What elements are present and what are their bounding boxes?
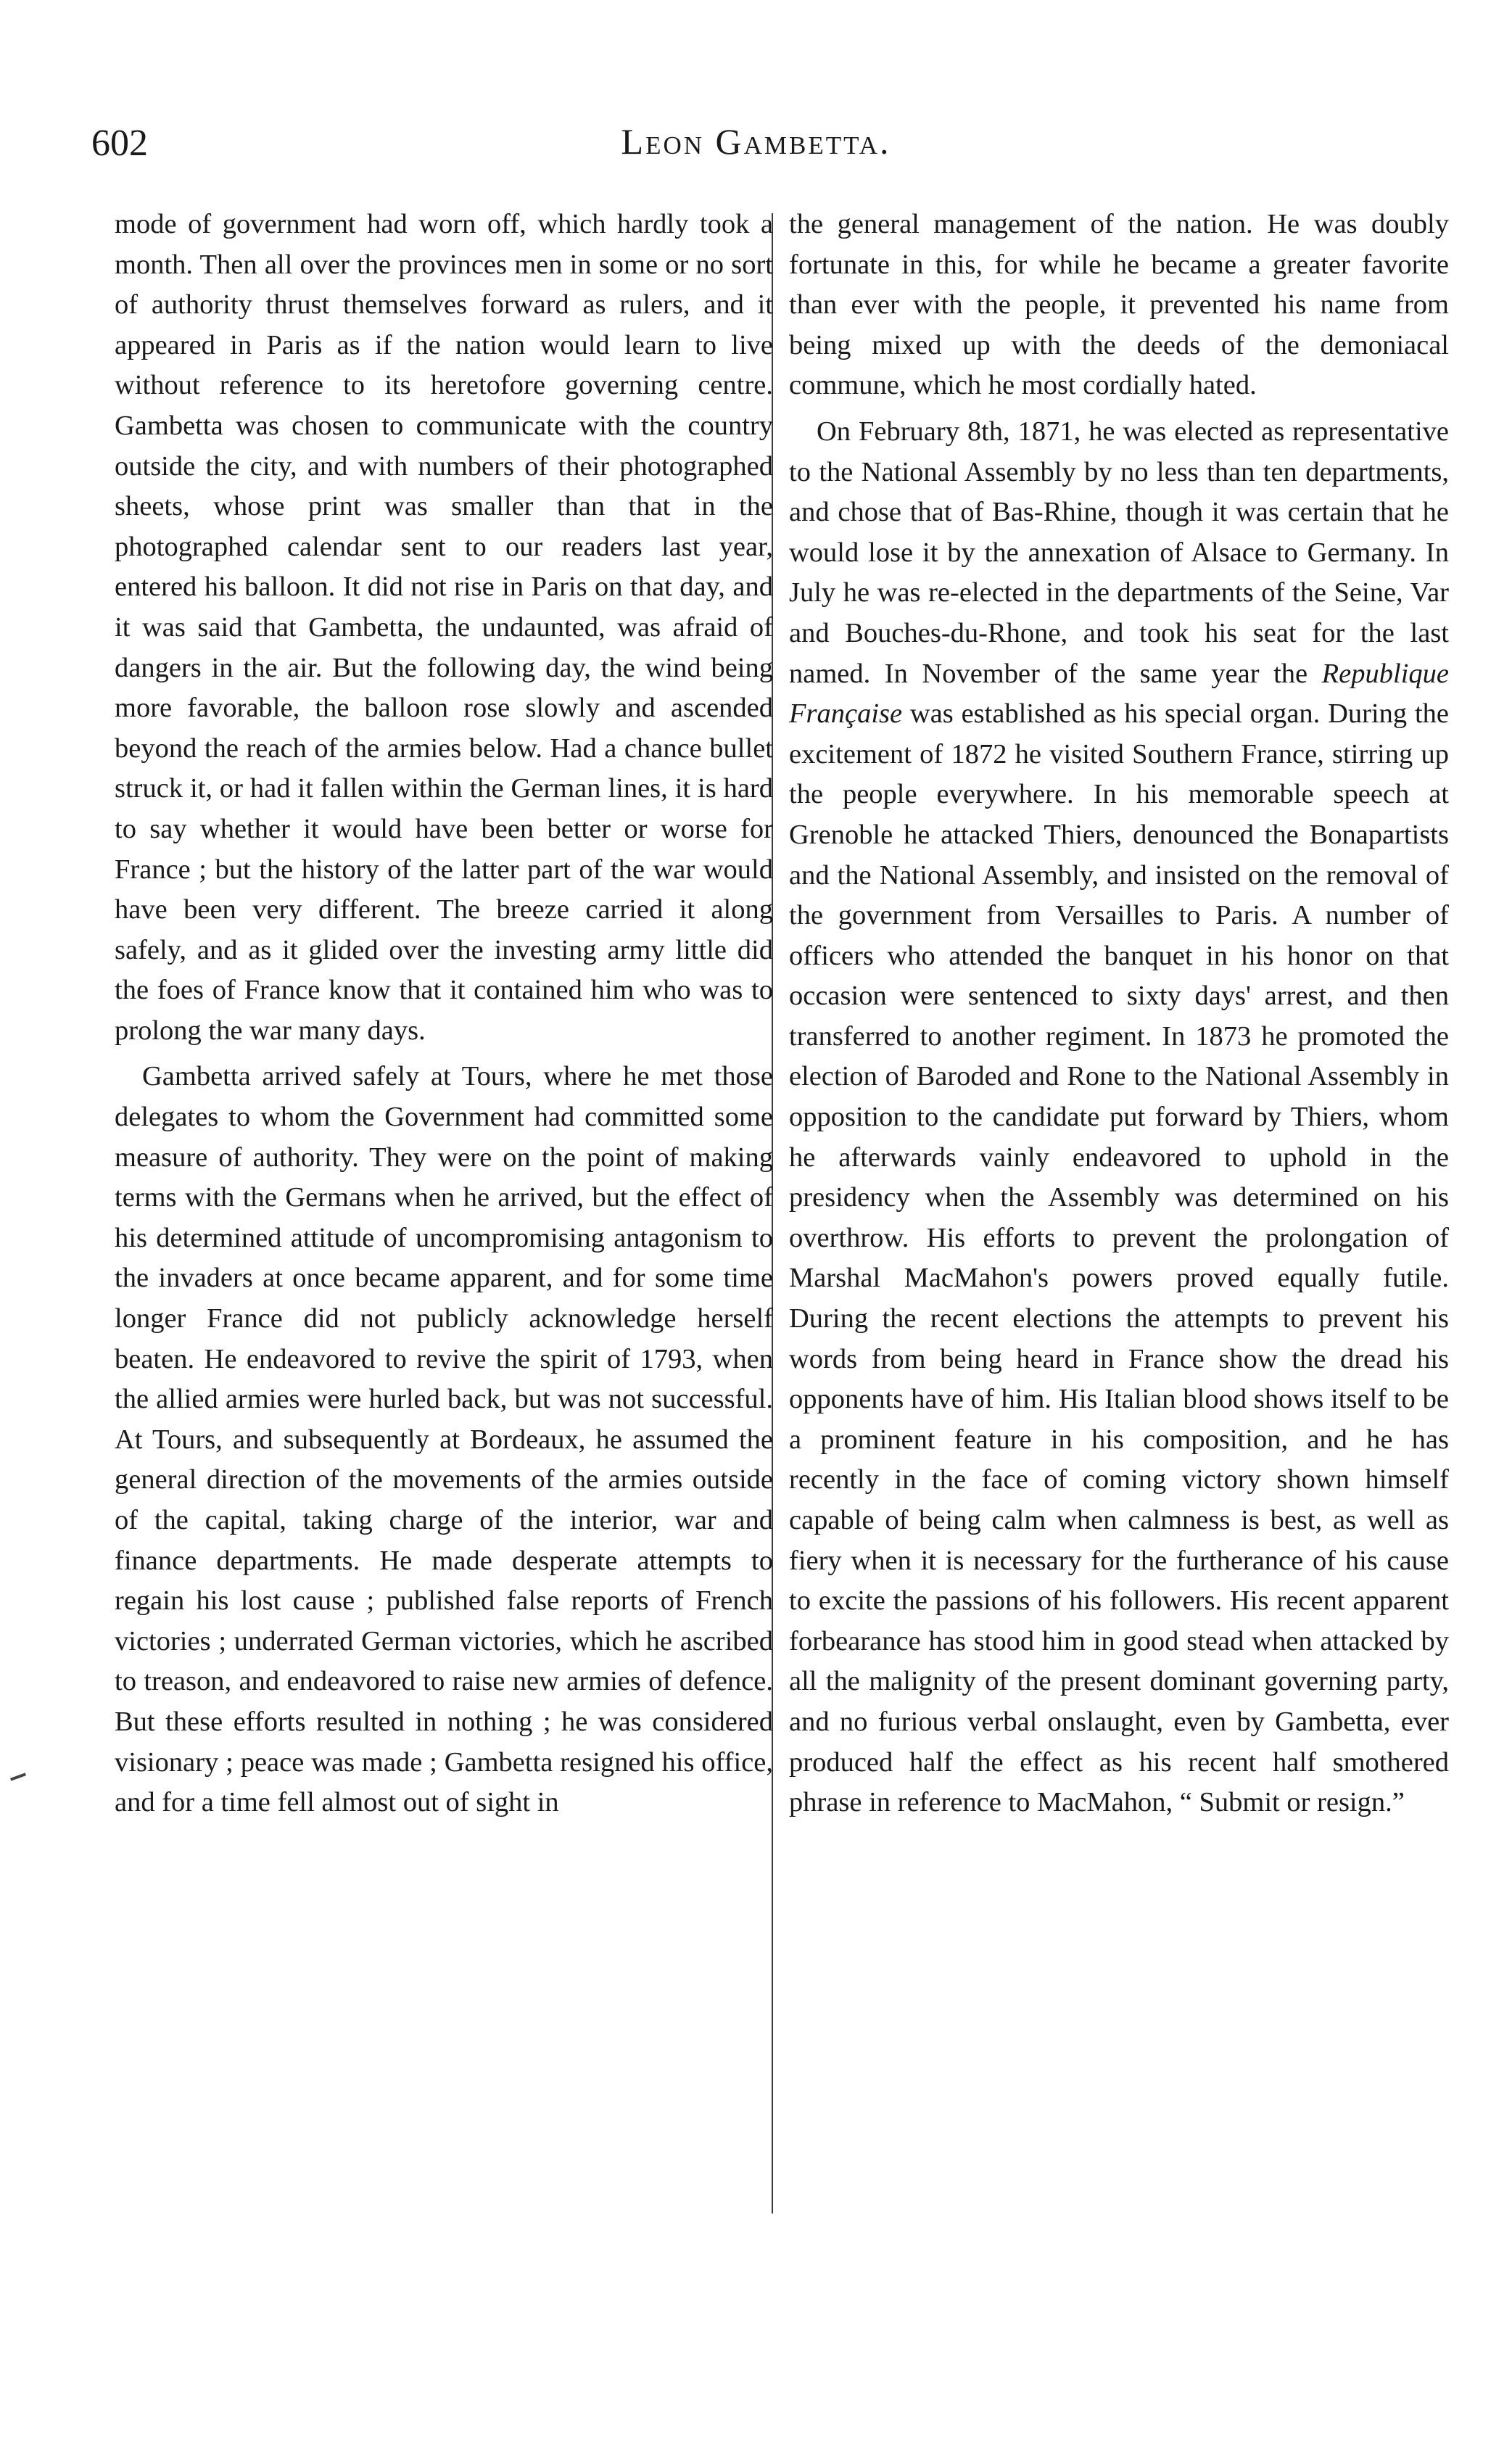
right-column — [789, 205, 1449, 1823]
margin-mark — [10, 1773, 26, 1780]
paragraph: mode of government had worn off, which hardly took a month. Then all over the provinces men in some or no sort of authority thrust themselves forward as rulers, and it appeared in Paris as if the nation would learn to live without reference to its heretofore governing centre. Gambetta was chosen to communicate with the country outside the city, and with numbers of their photographed sheets, whose print was smaller than that in the photographed calendar sent to our readers last year, entered his balloon. It did not rise in Paris on that day, and it was said that Gambetta, the undaunted, was afraid of dangers in the air. But the following day, the wind being more favorable, the balloon rose slowly and ascended beyond the reach of the armies below. Had a chance bullet struck it, or had it fallen within the German lines, it is hard to say whether it would have been better or worse for France ; but the history of the latter part of the war would have been very different. The breeze carried it along safely, and as it glided over the investing army little did the foes of France know that it contained him who was to prolong the war many days. — [115, 209, 773, 1046]
left-column — [115, 205, 773, 1823]
running-title: Leon Gambetta. — [621, 121, 891, 162]
page-number: 602 — [91, 123, 148, 164]
paragraph-text: was established as his special organ. During the excitement of 1872 he visited Southern France, stirring up the people everywhere. In his memorable speech at Grenoble he attacked Thiers, denounced the Bonapartists and the National Assembly, and insisted on the removal of the government from Versailles to Paris. A number of officers who attended the banquet in his honor on that occasion were sentenced to sixty days' arrest, and then transferred to another regiment. In 1873 he promoted the election of Baroded and Rone to the National Assembly in opposition to the candidate put forward by Thiers, whom he afterwards vainly endeavored to uphold in the presidency when the Assembly was determined on his overthrow. His efforts to prevent the prolongation of Marshal MacMahon's powers proved equally futile. During the recent elections the attempts to prevent his words from being heard in France show the dread his opponents have of him. His Italian blood shows itself to be a prominent feature in his composition, and he has recently in the face of coming victory shown himself capable of being calm when calmness is best, as well as fiery when it is necessary for the furtherance of his cause to excite the passions of his followers. His recent apparent forbearance has stood him in good stead when attacked by all the malignity of the present dominant governing party, and no furious verbal onslaught, even by Gambetta, ever produced half the effect as his recent half smothered phrase in reference to MacMahon, “ Submit or resign.” — [789, 698, 1449, 1818]
paragraph: Gambetta arrived safely at Tours, where he met those delegates to whom the Government had committed some measure of authority. They were on the point of making terms with the Germans when he arrived, but the effect of his determined attitude of uncompromising antagonism to the invaders at once became apparent, and for some time longer France did not publicly acknowledge herself beaten. He endeavored to revive the spirit of 1793, when the allied armies were hurled back, but was not successful. At Tours, and subsequently at Bordeaux, he assumed the general direction of the movements of the armies outside of the capital, taking charge of the interior, war and finance departments. He made desperate attempts to regain his lost cause ; published false reports of French victories ; underrated German victories, which he ascribed to treason, and endeavored to raise new armies of defence. But these efforts resulted in nothing ; he was considered visionary ; peace was made ; Gambetta resigned his office, and for a time fell almost out of sight in — [115, 1061, 773, 1818]
paragraph-text: On February 8th, 1871, he was elected as representative to the National Assembly by no less than ten departments, and chose that of Bas-Rhine, though it was certain that he would lose it by the annexation of Alsace to Germany. In July he was re-elected in the departments of the Seine, Var and Bouches-du-Rhone, and took his seat for the last named. In November of the same year the — [789, 416, 1449, 689]
newspaper-title: Republique Française — [789, 658, 1449, 730]
paragraph — [789, 412, 1449, 1823]
paragraph: the general management of the nation. He was doubly fortunate in this, for while he became a greater favorite than ever with the people, it prevented his name from being mixed up with the deeds of the demoniacal commune, which he most cordially hated. — [789, 209, 1449, 401]
